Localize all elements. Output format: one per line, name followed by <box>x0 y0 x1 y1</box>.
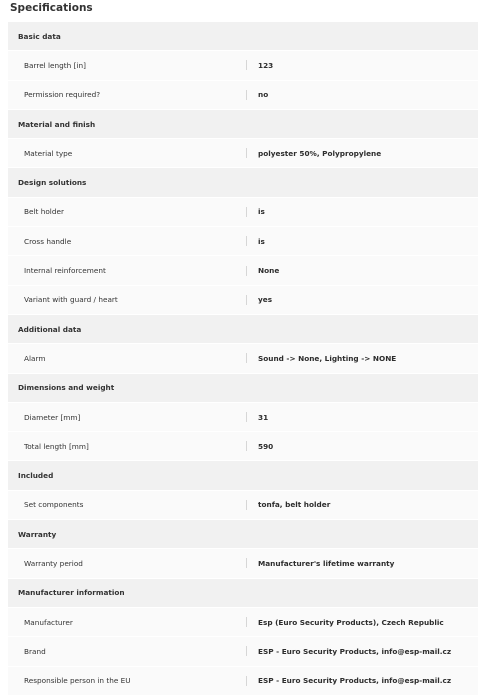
specifications-table <box>8 22 478 696</box>
spec-value: is <box>258 236 265 246</box>
column-divider <box>246 148 247 158</box>
spec-row <box>8 608 478 637</box>
spec-label: Barrel length [in] <box>24 60 86 70</box>
section-header: Material and finish <box>8 110 478 139</box>
spec-row <box>8 286 478 315</box>
spec-value: ESP - Euro Security Products, info@esp-mail.cz <box>258 676 452 686</box>
section-header: Basic data <box>8 22 478 51</box>
spec-row <box>8 139 478 168</box>
spec-value: yes <box>258 295 273 305</box>
spec-label: Warranty period <box>24 558 83 568</box>
specifications-title: Specifications <box>10 2 93 14</box>
spec-label: Internal reinforcement <box>24 266 106 276</box>
spec-value: ESP - Euro Security Products, info@esp-mail.cz <box>258 646 452 656</box>
section-header: Included <box>8 461 478 490</box>
spec-row <box>8 51 478 80</box>
spec-label: Brand <box>24 646 46 656</box>
spec-value: no <box>258 90 269 100</box>
spec-row <box>8 432 478 461</box>
spec-row <box>8 491 478 520</box>
section-header: Manufacturer information <box>8 579 478 608</box>
column-divider <box>246 676 247 686</box>
spec-label: Material type <box>24 148 73 158</box>
spec-value: is <box>258 207 265 217</box>
column-divider <box>246 60 247 70</box>
column-divider <box>246 617 247 627</box>
column-divider <box>246 500 247 510</box>
spec-label: Manufacturer <box>24 617 73 627</box>
spec-label: Responsible person in the EU <box>24 676 131 686</box>
spec-row <box>8 344 478 373</box>
spec-value: Esp (Euro Security Products), Czech Republic <box>258 617 444 627</box>
column-divider <box>246 207 247 217</box>
section-header: Additional data <box>8 315 478 344</box>
column-divider <box>246 353 247 363</box>
spec-label: Cross handle <box>24 236 72 246</box>
spec-row <box>8 256 478 285</box>
spec-label: Permission required? <box>24 90 101 100</box>
spec-row <box>8 549 478 578</box>
column-divider <box>246 646 247 656</box>
spec-value: tonfa, belt holder <box>258 500 331 510</box>
spec-row <box>8 81 478 110</box>
spec-label: Diameter [mm] <box>24 412 81 422</box>
column-divider <box>246 558 247 568</box>
spec-value: polyester 50%, Polypropylene <box>258 148 382 158</box>
section-header: Dimensions and weight <box>8 374 478 403</box>
spec-value: Sound -> None, Lighting -> NONE <box>258 353 397 363</box>
column-divider <box>246 441 247 451</box>
spec-row <box>8 667 478 696</box>
column-divider <box>246 266 247 276</box>
spec-value: 31 <box>258 412 269 422</box>
section-header: Warranty <box>8 520 478 549</box>
column-divider <box>246 295 247 305</box>
spec-row <box>8 403 478 432</box>
spec-row <box>8 227 478 256</box>
spec-label: Belt holder <box>24 207 64 217</box>
column-divider <box>246 236 247 246</box>
spec-row <box>8 198 478 227</box>
spec-label: Total length [mm] <box>24 441 89 451</box>
spec-label: Alarm <box>24 353 46 363</box>
spec-value: 123 <box>258 60 274 70</box>
column-divider <box>246 90 247 100</box>
spec-label: Set components <box>24 500 84 510</box>
spec-label: Variant with guard / heart <box>24 295 118 305</box>
spec-value: None <box>258 266 280 276</box>
section-header: Design solutions <box>8 168 478 197</box>
column-divider <box>246 412 247 422</box>
spec-row <box>8 637 478 666</box>
spec-value: 590 <box>258 441 274 451</box>
spec-value: Manufacturer's lifetime warranty <box>258 558 395 568</box>
